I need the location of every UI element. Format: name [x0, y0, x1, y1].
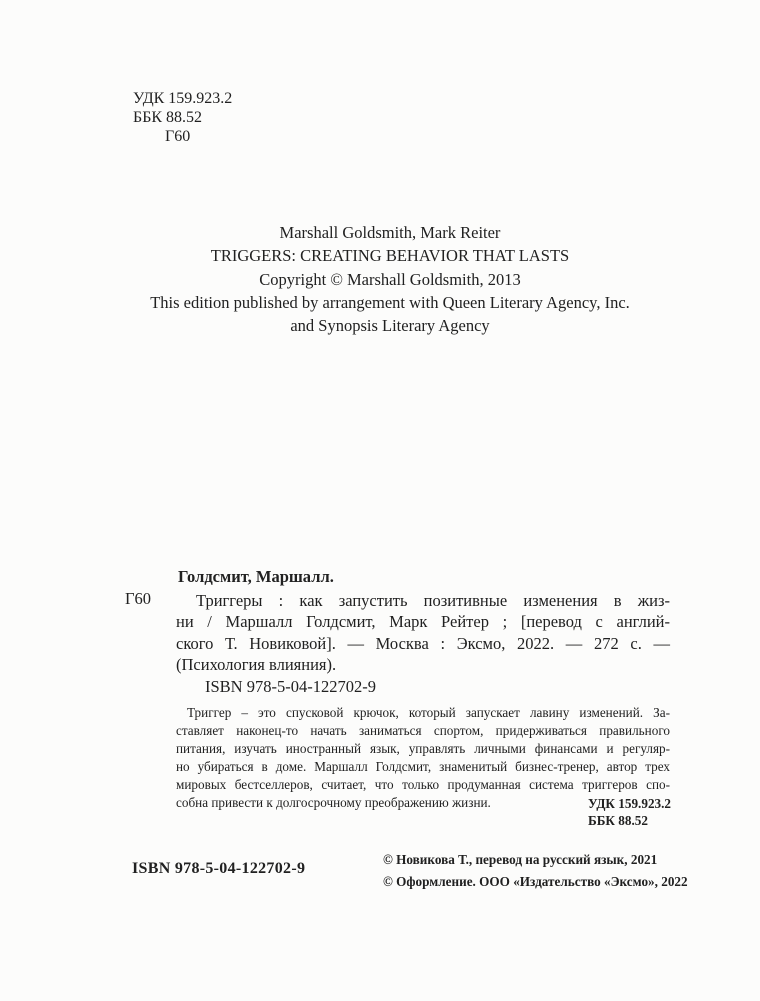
bbk-code: ББК 88.52: [133, 109, 203, 126]
udk-code-bottom: УДК 159.923.2: [588, 796, 672, 811]
bib-line: Триггеры : как запустить позитивные изменения в жиз-: [196, 591, 670, 610]
author-sign-code: Г60: [165, 128, 191, 145]
annotation-line: питания, изучать иностранный язык, управлять личными финансами и регуляр-: [176, 741, 670, 756]
annotation-line: собна привести к долгосрочному преображению жизни.: [176, 795, 491, 810]
isbn-catalog: ISBN 978-5-04-122702-9: [205, 677, 376, 696]
bib-line: ского Т. Новиковой]. — Москва : Эксмо, 2022. — 272 с. —: [176, 633, 670, 653]
copyright-design-line: © Оформление. ООО «Издательство «Эксмо», 2022: [383, 874, 688, 889]
footer-copyrights: [383, 849, 688, 893]
top-catalog-codes: [133, 89, 232, 146]
copyright-line: Copyright © Marshall Goldsmith, 2013: [259, 269, 521, 289]
annotation-line: но убираться в доме. Маршалл Голдсмит, знаменитый бизнес-тренер, автор трех: [176, 759, 670, 774]
bib-line: ни / Маршалл Голдсмит, Марк Рейтер ; [перевод с англий-: [176, 612, 670, 632]
arrangement-line-2: and Synopsis Literary Agency: [290, 316, 490, 336]
bbk-code-bottom: ББК 88.52: [588, 812, 648, 828]
bib-line: (Психология влияния).: [176, 654, 337, 674]
annotation-line: мировых бестселлеров, считает, что только продуманная система триггеров спо-: [176, 777, 670, 792]
bibliographic-description: [176, 590, 670, 675]
annotation-line: Триггер – это спусковой крючок, который запускает лавину изменений. За-: [187, 705, 670, 720]
english-rights-block: [100, 221, 680, 337]
arrangement-line: This edition published by arrangement with Queen Literary Agency, Inc.: [150, 292, 630, 312]
english-authors-line: Marshall Goldsmith, Mark Reiter: [279, 223, 501, 242]
catalog-margin-code: Г60: [125, 589, 152, 608]
copyright-translation-line: © Новикова Т., перевод на русский язык, 2021: [383, 852, 658, 867]
english-title-line: TRIGGERS: CREATING BEHAVIOR THAT LASTS: [210, 246, 570, 266]
isbn-footer: ISBN 978-5-04-122702-9: [132, 860, 306, 877]
annotation-line: ставляет наконец-то начать заниматься спортом, придерживаться правильного: [176, 723, 670, 738]
udk-code: УДК 159.923.2: [133, 90, 233, 107]
catalog-author-heading: Голдсмит, Маршалл.: [178, 567, 334, 586]
bottom-catalog-codes: [588, 796, 671, 829]
